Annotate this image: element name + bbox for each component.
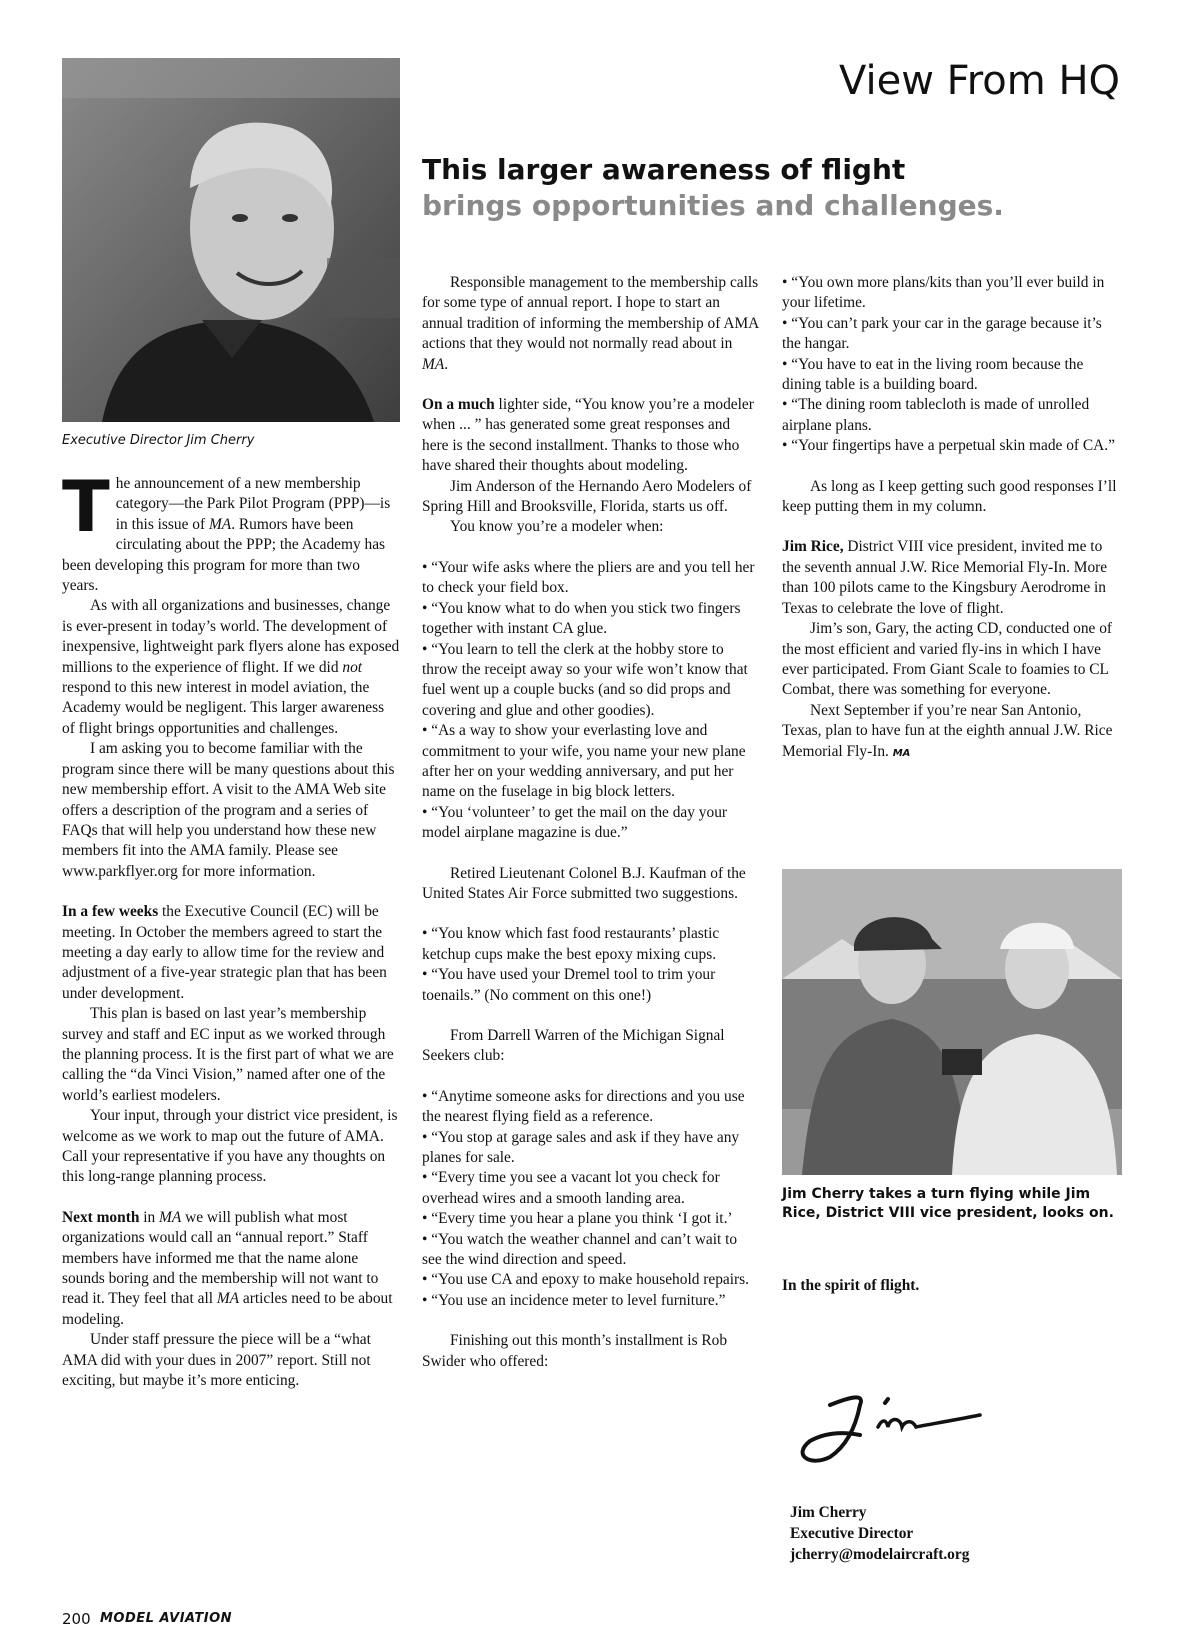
list-item: • “You have to eat in the living room because the dining table is a building board.	[782, 355, 1084, 394]
headline-line-2: brings opportunities and challenges.	[422, 189, 1004, 222]
photo-caption-top: Executive Director Jim Cherry	[62, 433, 255, 448]
handwritten-signature	[790, 1375, 990, 1475]
photo-caption-bottom: Jim Cherry takes a turn flying while Jim Rice, District VIII vice president, looks on.	[782, 1186, 1114, 1221]
list-item: • “The dining room tablecloth is made of unrolled airplane plans.	[782, 396, 1090, 434]
text: Responsible management to the membership calls for some type of annual report. I hope to start an annual tradition of informing the membership of AMA actions that they would not normally read about in	[422, 274, 759, 353]
text: respond to this new interest in model aviation, the Academy would be negligent. This larger awareness of flight brings opportunities and challenges.	[62, 679, 385, 737]
text: we will publish what most organizations would call an “annual report.” Staff members have informed me that the name alone sounds boring and the membership will not want to read it. They feel that all	[62, 1208, 379, 1308]
list-item: • “You watch the weather channel and can’t wait to see the wind direction and speed.	[422, 1230, 738, 1269]
list-item: • “Your fingertips have a perpetual skin made of CA.”	[782, 437, 1115, 455]
paragraph	[422, 273, 760, 375]
signature-name: Jim Cherry	[790, 1504, 867, 1521]
text: As with all organizations and businesses, change is ever-present in today’s world. The development of inexpensive, lightweight park flyers alone has exposed millions to the experience of flight. If we did	[62, 597, 400, 676]
paragraph	[62, 1208, 400, 1330]
signature-title: Executive Director	[790, 1525, 914, 1542]
headline-line-1: This larger awareness of flight	[422, 153, 906, 186]
drop-cap: T	[62, 466, 110, 548]
text: lighter side, “You know you’re a modeler when ... ” has generated some great responses and here is the second installment. Thanks to those who have shared their thoughts about modeling.	[422, 396, 754, 475]
section-title: View From HQ	[838, 58, 1120, 104]
list-item: • “You know what to do when you stick two fingers together with instant CA glue.	[422, 599, 741, 638]
text: the Executive Council (EC) will be meeting. In October the members agreed to start the meeting a day early to allow time for the review and adjustment of a five-year strategic plan that has been under development.	[62, 903, 387, 1002]
list-item: • “Your wife asks where the pliers are and you tell her to check your field box.	[422, 558, 755, 597]
article-headline	[422, 152, 1004, 224]
flying-illustration	[782, 869, 1122, 1175]
lead-in: Jim Rice,	[782, 538, 844, 556]
executive-director-photo	[62, 58, 400, 422]
text: in	[139, 1208, 160, 1226]
paragraph	[782, 701, 1122, 764]
portrait-illustration	[62, 58, 400, 422]
magazine-name: MODEL AVIATION	[100, 1611, 232, 1626]
text-emphasis: MA	[159, 1208, 182, 1226]
text: he announcement of a new membership category—the Park Pilot Program (PPP)—is in this issue of	[115, 475, 391, 533]
list-item: • “Every time you hear a plane you think ‘I got it.’	[422, 1210, 733, 1228]
text: . Rumors have been circulating about the PPP; the Academy has been developing this program for more than two years.	[62, 515, 386, 595]
list-item: • “You use CA and epoxy to make household repairs.	[422, 1271, 749, 1289]
list-item: • “You have used your Dremel tool to trim your toenails.” (No comment on this one!)	[422, 966, 716, 1004]
list-item: • “Every time you see a vacant lot you check for overhead wires and a smooth landing area.	[422, 1169, 720, 1207]
page-number: 200	[62, 1610, 91, 1628]
paragraph	[62, 596, 400, 739]
paragraph: I am asking you to become familiar with the program since there will be many questions about this new membership effort. A visit to the AMA Web site offers a description of the program and a series of FAQs that will help you understand how these new members fit into the AMA family. Please see www.parkflyer.org for more information.	[62, 740, 395, 880]
paragraph: As long as I keep getting such good responses I’ll keep putting them in my column.	[782, 477, 1117, 516]
lead-in: In a few weeks	[62, 903, 159, 921]
paragraph: Finishing out this month’s installment is Rob Swider who offered:	[422, 1332, 728, 1370]
text-emphasis: not	[342, 658, 363, 676]
paragraph: Jim Anderson of the Hernando Aero Modelers of Spring Hill and Brooksville, Florida, starts us off.	[422, 477, 752, 516]
list-item: • “You use an incidence meter to level furniture.”	[422, 1291, 726, 1309]
paragraph: Your input, through your district vice president, is welcome as we work to map out the future of AMA. Call your representative if you have any thoughts on this long-range planning process.	[62, 1107, 398, 1186]
paragraph: Under staff pressure the piece will be a “what AMA did with your dues in 2007” report. Still not exciting, but maybe it’s more enticing.	[62, 1331, 371, 1390]
signature-email[interactable]: jcherry@modelaircraft.org	[790, 1546, 970, 1563]
list-item: • “You can’t park your car in the garage because it’s the hangar.	[782, 314, 1102, 353]
paragraph	[62, 902, 400, 1004]
lead-in: On a much	[422, 396, 495, 414]
end-mark: MA	[892, 747, 911, 759]
list-item: • “You stop at garage sales and ask if they have any planes for sale.	[422, 1128, 740, 1167]
text: .	[444, 355, 449, 373]
text-emphasis: MA	[208, 515, 232, 533]
list-item: • “You know which fast food restaurants’ plastic ketchup cups make the best epoxy mixing cups.	[422, 925, 720, 963]
list-item: • “You learn to tell the clerk at the hobby store to throw the receipt away so your wife won’t know that fuel went up a couple bucks (and so did props and covering and glue and other goodies).	[422, 640, 748, 719]
paragraph: From Darrell Warren of the Michigan Signal Seekers club:	[422, 1027, 725, 1065]
list-item: • “You own more plans/kits than you’ll ever build in your lifetime.	[782, 274, 1105, 312]
paragraph: Retired Lieutenant Colonel B.J. Kaufman of the United States Air Force submitted two suggestions.	[422, 864, 746, 902]
text: District VIII vice president, invited me to the seventh annual J.W. Rice Memorial Fly-In. More than 100 pilots came to the Kingsbury Aerodrome in Texas to celebrate the love of flight.	[782, 538, 1108, 617]
paragraph: This plan is based on last year’s membership survey and staff and EC input as we worked through the planning process. It is the first part of what we are calling the “da Vinci Vision,” named after one of the world’s earliest modelers.	[62, 1005, 394, 1104]
paragraph	[782, 537, 1122, 619]
column-1	[62, 466, 400, 1391]
column-3	[782, 273, 1122, 764]
text: articles need to be about modeling.	[62, 1290, 393, 1328]
closing-line: In the spirit of flight.	[782, 1277, 920, 1294]
lead-in: Next month	[62, 1208, 140, 1226]
column-2	[422, 273, 760, 1372]
paragraph	[62, 466, 400, 596]
paragraph: Jim’s son, Gary, the acting CD, conducted one of the most efficient and varied fly-ins in which I have ever participated. From Giant Scale to foamies to CL Combat, there was something for everyone.	[782, 620, 1113, 699]
text-emphasis: MA	[216, 1290, 240, 1308]
list-item: • “You ‘volunteer’ to get the mail on the day your model airplane magazine is due.”	[422, 803, 728, 842]
list-item: • “As a way to show your everlasting love and commitment to your wife, you name your new plane after her on your wedding anniversary, and put her name on the fuselage in big block letters.	[422, 722, 746, 801]
text: Next September if you’re near San Antonio, Texas, plan to have fun at the eighth annual J.W. Rice Memorial Fly-In.	[782, 701, 1113, 760]
flying-photo	[782, 869, 1122, 1175]
text-emphasis: MA	[422, 355, 445, 373]
paragraph	[422, 395, 760, 477]
signature-block	[790, 1502, 969, 1565]
list-item: • “Anytime someone asks for directions and you use the nearest flying field as a reference.	[422, 1087, 745, 1126]
paragraph: You know you’re a modeler when:	[450, 518, 664, 536]
